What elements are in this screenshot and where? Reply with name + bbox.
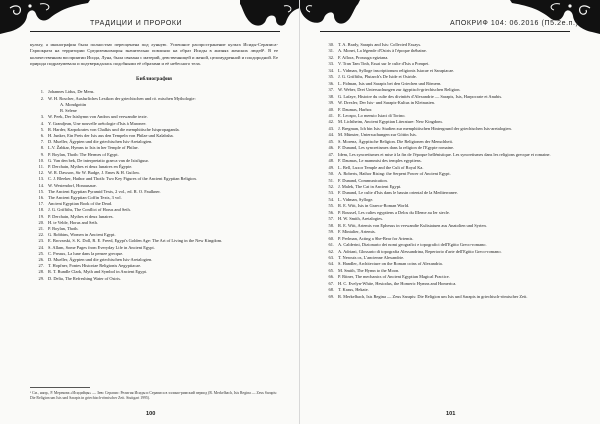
list-item: 30. T. A. Brady, Sarapis and Isis: Collected Essays. <box>328 42 422 47</box>
list-item: 27. T. Hopfner, Fontes Historiae Religionis Aegyptiacae. <box>38 263 142 269</box>
list-item: 21. P. Boylan, Thoth. <box>38 225 79 231</box>
intro-text: культу, а иконография была полностью переоценена под лунную. Успешное распространение культа Исиды-Сераписа-Гарпократа на территории Средиземноморья значительно повлияло на образ Исиды в жизнях женских людей¹. В ее количественном восприятии Исида, Луна, была связана с материй, девственницей и женой, целомудренной и плодородной. Ее природа подразумевала и подтверждалась подобными её образами и её небесного тела. <box>30 42 278 66</box>
right-text-block <box>320 42 575 300</box>
list-item: 57. H. W. Smith, Aretalogies. <box>328 216 384 222</box>
list-item: 38. G. Lafaye, Histoire du culte des divinités d'Alexandrie — Sarapis, Isis, Harpocrate et Anubis. <box>328 93 503 99</box>
list-item: 48. F. Daumas, Le mammisi des temples egyptiens. <box>328 158 422 164</box>
list-item: 46. F. Dunand, Les syncretismes dans la religion de l'Egypte romaine. <box>328 145 455 151</box>
list-item: 40. F. Daumas, Harhor. <box>328 106 373 112</box>
left-text-block <box>30 42 278 282</box>
list-item: 55. R. E. Witt, Isis in Graeco-Roman World. <box>328 203 410 209</box>
list-item: 16. The Ancient Egyptian Coffin Texts, 3 vol. <box>38 194 122 200</box>
list-item: 63. T. Nerouts os, L'ancienne Alexandrie. <box>328 254 405 260</box>
list-item: 37. W. Weber, Drei Untersuchungen zur ägyptisch-griechischen Religion. <box>328 87 461 93</box>
list-item: 69. R. Merkelbach, Isis Regina — Zeus Sarapis: Die Religion um Isis und Sarapis in griechisch-römischer Zeit. <box>328 293 528 299</box>
list-item: 14. W. Westendorf, Honausaue. <box>38 182 97 188</box>
page-number: 101 <box>446 411 456 417</box>
list-item: 50. A. Roberts, Hathor Rising: the Serpent Power of Ancient Egypt. <box>328 171 451 177</box>
footnote-rule <box>30 387 90 388</box>
list-item: 58. R. E. Witt, Artemis von Ephesus in verwandte Kultstatuen aus Anatolien und Syrien. <box>328 222 487 228</box>
sub-list-item: A. Mondgottin <box>60 101 87 107</box>
intro-paragraph <box>30 42 278 67</box>
list-item: 62. A. Adriani, Glossario di topografia Alessandrina, Repertorio d'arte dell'Egitto Greco-romano. <box>328 248 502 254</box>
list-item: 47. Idem, Les syncretismes et mise à la fin de l'époque hellénistique. Les syncretismes dans les religions grecque et romaine. <box>328 151 551 157</box>
header-rule <box>30 31 280 32</box>
list-item: 3. W. Peek, Der Isishymn von Andros und verwandte texte. <box>40 114 148 120</box>
list-item: 54. L. Vidman, Sylloge. <box>328 196 374 202</box>
list-item: 42. M. Lichtheim, Ancient Egyptian Literature: New Kingdom. <box>328 119 443 125</box>
list-item: 11. P. Derchain, Mythes et deux lunaires en Égypte. <box>38 163 133 169</box>
list-item: 64. S. Handler, Architecture on the Roman coins of Alexandria. <box>328 261 443 267</box>
list-item: 10. G. Van den bek, De interpretatio graeca van de Isisfiguur. <box>38 157 149 163</box>
list-item: 9. P. Boylan, Thoth: The Hermes of Egypt. <box>40 151 119 157</box>
list-item: 26. D. Mueller, Ägypten und die griechischen Isis-Aretalogien. <box>38 256 153 262</box>
footnote: ¹ См., напр., P. Мерекова «Исидийцы» — Зевс Серапис: Религия Исиды и Сераписа в эллино-римский период (R. Merkelbach, Isis Regina — Zeus Sarapis: Die Religion um Isis und Sarapis in griechisch-römischer Zeit. Stuttgart 1995). <box>30 391 278 400</box>
list-item: 24. S. Allam, Some Pages from Everyday Life in Ancient Egypt. <box>38 244 155 250</box>
list-item: 13. C. J. Bleeker, Hathor and Thoth: Two Key Figures of the Ancient Egyptian Religion. <box>38 176 197 182</box>
header-rule <box>320 31 570 32</box>
ornament-left-swirl-icon <box>240 0 300 40</box>
list-item: 34. L. Vidman, Sylloge inscriptionum religionis Isiacae et Sarapiacae. <box>328 67 455 73</box>
list-item: 51. F. Dunand, Communication. <box>328 177 388 183</box>
list-item: 35. J. G. Griffiths, Plutarch's De Iside et Osiride. <box>328 74 417 80</box>
list-item: 17. Ancient Egyptian Book of the Dead. <box>38 201 113 207</box>
ornament-right-swirl-icon <box>300 0 360 40</box>
list-item: 67. H. C. Evelyn-White, Hesiodus, the Homeric Hymns and Homerica. <box>328 280 457 286</box>
list-item: 32. F. Aflora, Prossuga egiziana. <box>328 54 389 60</box>
sub-list-item: B. Selene <box>60 108 77 114</box>
list-item: 36. L. Fidman, Isis und Sarapis bei den Griechen und Römern. <box>328 80 442 86</box>
list-item: 68. T. Kraus, Hekate. <box>328 287 369 293</box>
list-item: 39. W. Drexler, Der Isis- und Sarapis-Kultus in Kleinasien. <box>328 100 435 106</box>
list-item: 66. P. Ritner, The mechanics of Ancient Egyptian Magical Practice. <box>328 274 450 280</box>
right-header <box>300 0 600 40</box>
list-item: 4. Y. Grandjean, Une nouvelle arétologie d'Isis à Maronee. <box>40 120 147 126</box>
page-number: 100 <box>146 411 156 417</box>
list-item: 22. G. Robbins, Women in Ancient Egypt. <box>38 232 116 238</box>
ornament-left-swirl-icon <box>0 0 90 40</box>
list-item: 23. E. Brovarski, S. K. Doll, R. E. Freed, Egypt's Golden Age: The Art of Living in the New Kingdom. <box>38 238 223 244</box>
list-item: 12. W. R. Dawson, Sir W. Budge, J. Emes & H. Guilow. <box>38 170 140 176</box>
list-item: 31. A. Monet, La légende d'Osiris à l'époque thébaine. <box>328 48 427 54</box>
reference-list <box>320 42 575 300</box>
running-head: ТРАДИЦИИ И ПРОРОКИ <box>90 20 183 27</box>
list-item: 43. J. Bregman, Ich bin Isis: Studien zur memphitischen Hintergrund der griechischen Isis-aretalogien. <box>328 125 512 131</box>
list-item: 28. R. T. Rundle Clark, Myth and Symbol in Ancient Egypt. <box>38 269 147 275</box>
list-item: 65. M. Smith, The Hymn to the Moon. <box>328 267 400 273</box>
reference-list <box>30 89 278 281</box>
list-item: 18. J. G. Griffiths, The Conflict of Horus and Seth. <box>38 207 131 213</box>
list-item: 2. W. H. Roscher, Ausfurliches Lexikon der griechischen und rö. mischen Mythologie: <box>40 95 196 101</box>
bibliography-title: Библиография <box>136 76 172 83</box>
list-item: 25. C. Preaux, La lune dans la pensee grecque. <box>38 250 124 256</box>
list-item: 44. M. Münster, Untersuchungen zur Göttin Isis. <box>328 132 417 138</box>
list-item: 59. F. Mintalier, Artemis. <box>328 229 376 235</box>
list-item: 19. P. Derchain, Mythes et deux lunaires. <box>38 213 114 219</box>
left-header <box>0 0 300 40</box>
list-item: 15. The Ancient Egyptian Pyramid Texts, 2 vol., ed. R. O. Faulkner. <box>38 188 161 194</box>
running-head: АПОКРИФ 104: 06.2016 (П5.2е.п.) <box>450 20 579 27</box>
list-item: 5. R. Harder, Karpokrates von Chalkis und die memphitische Isispropaganda. <box>40 126 180 132</box>
list-item: 7. D. Mueller, Ägypten und die griechischen Isis-Aretalogien. <box>40 139 153 145</box>
list-item: 33. V. Tran Tam Tinh, Essai sur le culte d'Isis a Pompei. <box>328 61 430 67</box>
right-page <box>300 0 600 424</box>
list-item: 45. S. Morenz, Ägyptische Religion. Die Religionen der Menschheit. <box>328 138 453 144</box>
list-item: 6. H. Junker, Ein Preis der Isis aus den Tempeln von Philae und Kalabsha. <box>40 132 174 138</box>
list-item: 41. E. Leospo, Lo mensio Isiaci di Torino. <box>328 112 406 118</box>
list-item: 56. P. Roussel, Les cultes egyptiens a Delos du IIIeme au Ier siecle. <box>328 209 450 215</box>
list-item: 61. A. Calderini, Dizionario dei nomi geografici e topografici dell'Egitto Greco-romano. <box>328 242 487 248</box>
list-item: 60. P. Perlman, Acting a She-Bear for Artemis. <box>328 235 414 241</box>
list-item: 20. H. te Velde, Horus and Seth. <box>38 219 98 225</box>
list-item: 1. Johannes Lidus, De Mens. <box>40 89 95 95</box>
list-item: 52. J. Malek, The Cat in Ancient Egypt. <box>328 183 402 189</box>
list-item: 49. L. Bell, Luxor Temple and the Cult of Royal Ka. <box>328 164 424 170</box>
list-item: 53. F. Dunand, Le culte d'Isis dans le bassin oriental de la Mediterranee. <box>328 190 458 196</box>
list-item: 8. L.V. Žabkar, Hymns to Isis in her Temple of Philae. <box>40 145 139 151</box>
list-item: 29. D. Delia, The Refreshing Water of Osiris. <box>38 275 122 281</box>
